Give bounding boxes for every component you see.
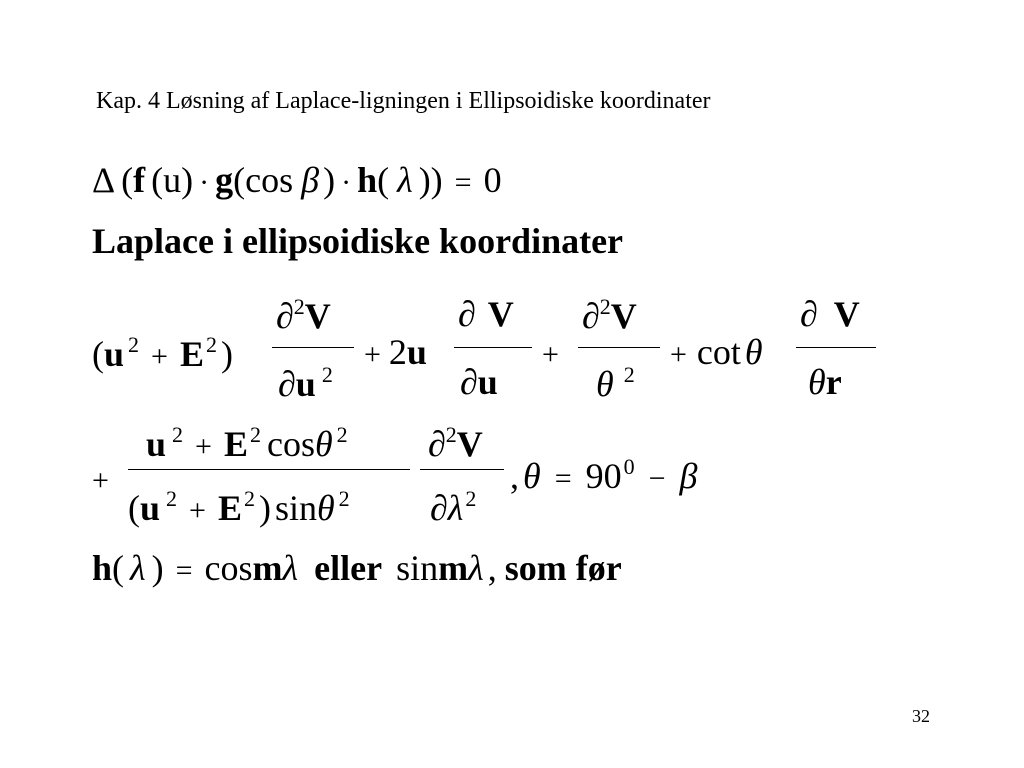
exponent: 2 [599, 294, 611, 319]
eq3-theta-condition [510, 456, 697, 494]
theta-symbol: θ [316, 488, 335, 528]
frac4-denominator [808, 364, 842, 400]
f-function: f [133, 160, 146, 200]
plus-sign: + [92, 464, 109, 497]
minus-sign: − [648, 462, 666, 495]
exponent: 2 [293, 294, 305, 319]
h-function: h [357, 160, 378, 200]
ninety-value: 90 [585, 456, 622, 496]
equals-sign: = [554, 462, 572, 495]
exponent: 2 [465, 486, 477, 511]
frac2-denominator [460, 364, 498, 400]
m-variable: m [252, 548, 283, 588]
u-variable: u [146, 424, 167, 464]
cos-function: cos [204, 548, 253, 588]
u-variable: u [104, 334, 125, 374]
equals-sign: = [175, 554, 193, 587]
paren: ) [151, 548, 164, 588]
exponent: 2 [249, 422, 261, 447]
u-argument: (u) [151, 160, 194, 200]
exponent: 2 [336, 422, 348, 447]
frac-denominator [128, 488, 350, 526]
beta-symbol: β [679, 456, 698, 496]
h-function: h [92, 548, 113, 588]
frac2-numerator [428, 424, 483, 462]
delta-symbol: Δ [92, 160, 116, 200]
section-heading: Laplace i ellipsoidiske koordinater [92, 221, 624, 261]
eq2-prefix [92, 334, 233, 372]
exponent: 2 [166, 486, 178, 511]
partial-symbol: ∂ [582, 296, 600, 336]
r-variable: r [825, 362, 842, 402]
partial-symbol: ∂ [276, 296, 294, 336]
two-coefficient: 2 [388, 332, 407, 372]
V-variable: V [487, 294, 514, 334]
frac2-denominator [430, 488, 476, 526]
exponent: 2 [243, 486, 255, 511]
partial-symbol: ∂ [458, 294, 476, 334]
exponent: 2 [205, 332, 217, 357]
dot-operator: · [341, 166, 352, 199]
fraction-bar [454, 347, 532, 348]
V-variable: V [304, 296, 331, 336]
plus-sign: + [189, 494, 206, 527]
page-number: 32 [912, 706, 930, 726]
paren: )) [418, 160, 443, 200]
eq2-plus3 [542, 334, 559, 370]
dot-operator: · [199, 166, 210, 199]
cos-function: cos [266, 424, 315, 464]
eller-text: eller [314, 548, 383, 588]
partial-symbol: ∂ [800, 294, 818, 334]
paren: ( [121, 160, 134, 200]
sin-function: sin [396, 548, 439, 588]
fraction-bar [128, 469, 410, 470]
paren: ) [220, 334, 233, 374]
paren: ) [258, 488, 271, 528]
paren: ( [128, 488, 140, 528]
theta-symbol: θ [314, 424, 333, 464]
som-for-text: som før [504, 548, 622, 588]
u-variable: u [140, 488, 161, 528]
sin-function: sin [274, 488, 317, 528]
equals-sign: = [454, 166, 472, 199]
zero-value: 0 [483, 160, 502, 200]
frac3-numerator [582, 296, 637, 334]
equation-product-laplace [92, 162, 502, 198]
eq2-cot [670, 334, 763, 370]
equation-h-lambda [92, 550, 622, 586]
V-variable: V [833, 294, 860, 334]
theta-symbol: θ [523, 456, 541, 496]
paren: ( [377, 160, 390, 200]
u-variable: u [295, 364, 316, 404]
g-function: g [215, 160, 234, 200]
beta-symbol: β [301, 160, 320, 200]
plus-sign: + [670, 338, 687, 371]
lambda-symbol: λ [397, 160, 413, 200]
cos-argument: (cos [233, 160, 294, 200]
partial-symbol: ∂ [278, 364, 296, 404]
exponent: 2 [623, 362, 635, 387]
frac1-denominator [278, 364, 333, 402]
frac4-numerator [800, 296, 860, 332]
m-variable: m [438, 548, 469, 588]
partial-symbol: ∂ [428, 424, 446, 464]
partial-symbol: ∂ [430, 488, 448, 528]
paren: ) [323, 160, 336, 200]
theta-symbol: θ [808, 362, 826, 402]
V-variable: V [610, 296, 637, 336]
frac2-numerator [458, 296, 514, 332]
exponent: 2 [445, 422, 457, 447]
lambda-symbol: λ [447, 488, 464, 528]
lambda-symbol: λ [468, 548, 484, 588]
V-variable: V [456, 424, 483, 464]
exponent: 2 [172, 422, 184, 447]
fraction-bar [578, 347, 660, 348]
paren: ( [112, 548, 125, 588]
E-variable: E [223, 424, 248, 464]
u-variable: u [477, 362, 498, 402]
theta-symbol: θ [744, 332, 763, 372]
partial-symbol: ∂ [460, 362, 478, 402]
exponent: 2 [338, 486, 350, 511]
frac-numerator [146, 424, 348, 462]
frac3-denominator [596, 364, 635, 402]
plus-sign: + [195, 430, 212, 463]
degree-exponent: 0 [623, 454, 635, 479]
E-variable: E [217, 488, 242, 528]
plus-sign: + [542, 338, 559, 371]
exponent: 2 [128, 332, 140, 357]
exponent: 2 [321, 362, 333, 387]
comma: , [487, 548, 497, 588]
u-variable: u [406, 332, 427, 372]
fraction-bar [420, 469, 504, 470]
lambda-symbol: λ [282, 548, 299, 588]
cot-function: cot [696, 332, 741, 372]
slide-title: Kap. 4 Løsning af Laplace-ligningen i Ellipsoidiske koordinater [96, 88, 711, 114]
plus-sign: + [364, 338, 381, 371]
frac1-numerator [276, 296, 331, 334]
eq2-middle [364, 334, 427, 370]
lambda-symbol: λ [130, 548, 146, 588]
E-variable: E [179, 334, 204, 374]
theta-symbol: θ [596, 364, 614, 404]
plus-sign: + [151, 340, 168, 373]
paren: ( [92, 334, 104, 374]
eq3-plus [92, 460, 109, 496]
fraction-bar [272, 347, 354, 348]
fraction-bar [796, 347, 876, 348]
comma: , [510, 456, 519, 496]
